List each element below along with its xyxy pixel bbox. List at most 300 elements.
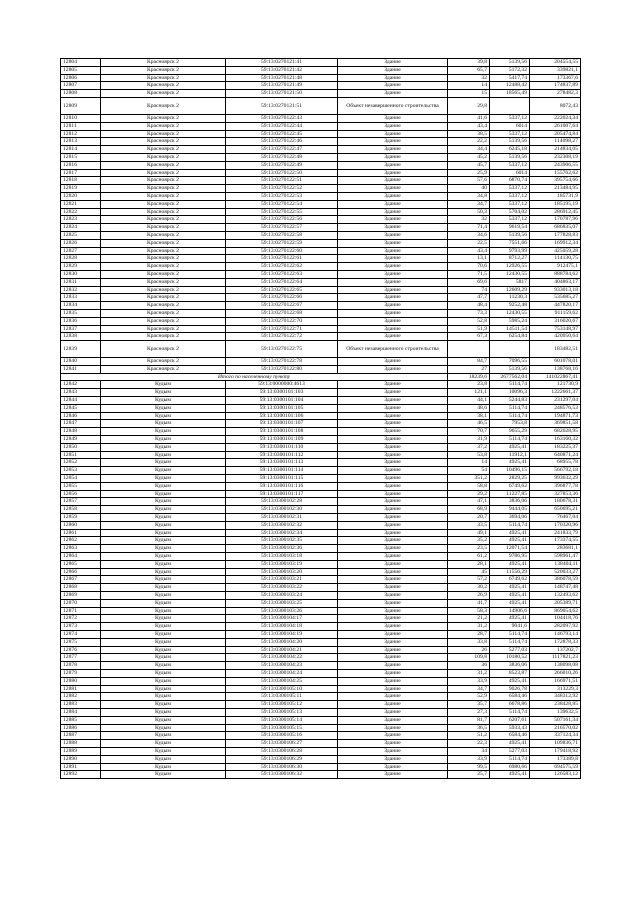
specific-value-cell: 4925,41 — [490, 740, 530, 748]
specific-value-cell: 4925,41 — [490, 771, 530, 779]
area-value-cell: 38,1 — [448, 412, 490, 420]
object-type-cell: Здание — [338, 514, 448, 522]
table-row — [61, 404, 581, 412]
row-number-cell: 12871 — [61, 607, 101, 615]
area-value-cell: 27,3 — [448, 708, 490, 716]
table-row — [61, 584, 581, 592]
cadastral-value-cell: 155762,62 — [530, 169, 581, 177]
settlement-name-cell: Красноярск 2 — [101, 224, 226, 232]
object-type-cell: Здание — [338, 389, 448, 397]
object-type-cell: Здание — [338, 325, 448, 333]
row-number-cell: 12849 — [61, 436, 101, 444]
object-type-cell: Здание — [338, 584, 448, 592]
object-type-cell: Здание — [338, 270, 448, 278]
cadastral-number-cell: 59:13:0300101:117 — [226, 490, 338, 498]
cadastral-number-cell: 59:13:0300101:112 — [226, 451, 338, 459]
specific-value-cell: 5933,43 — [490, 724, 530, 732]
area-value-cell: 52,8 — [448, 317, 490, 325]
settlement-name-cell: Кудым — [101, 467, 226, 475]
cadastral-number-cell: 59:13:0270121:51 — [226, 97, 338, 114]
specific-value-cell: 12488,42 — [490, 82, 530, 90]
specific-value-cell: 12071,54 — [490, 545, 530, 553]
cadastral-value-cell: 137202,7 — [530, 646, 581, 654]
settlement-name-cell: Кудым — [101, 607, 226, 615]
specific-value-cell: 5817 — [490, 278, 530, 286]
cadastral-number-cell: 59:13:0270122:45 — [226, 130, 338, 138]
table-row — [61, 677, 581, 685]
row-number-cell: 12878 — [61, 662, 101, 670]
cadastral-number-cell: 59:13:0300101:103 — [226, 389, 338, 397]
row-number-cell: 12807 — [61, 82, 101, 90]
object-type-cell: Здание — [338, 412, 448, 420]
cadastral-number-cell: 59:13:0300104:17 — [226, 615, 338, 623]
cadastral-number-cell: 59:13:0270122:57 — [226, 224, 338, 232]
specific-value-cell: 9444,05 — [490, 506, 530, 514]
cadastral-value-cell: 339821,1 — [530, 66, 581, 74]
object-type-cell: Здание — [338, 404, 448, 412]
cadastral-value-cell: 214834,05 — [530, 146, 581, 154]
row-number-cell: 12847 — [61, 420, 101, 428]
area-value-cell: 18239,6 — [448, 373, 490, 381]
row-number-cell: 12870 — [61, 599, 101, 607]
row-number-cell: 12879 — [61, 669, 101, 677]
cadastral-value-cell: 241833,79 — [530, 529, 581, 537]
row-number-cell: 12869 — [61, 592, 101, 600]
specific-value-cell: 11227,85 — [490, 490, 530, 498]
row-number-cell: 12866 — [61, 568, 101, 576]
settlement-name-cell: Кудым — [101, 677, 226, 685]
row-number-cell: 12815 — [61, 153, 101, 161]
table-row — [61, 701, 581, 709]
cadastral-number-cell: 59:13:0270122:62 — [226, 263, 338, 271]
object-type-cell: Здание — [338, 397, 448, 405]
specific-value-cell: 5172,32 — [490, 66, 530, 74]
row-number-cell: 12855 — [61, 482, 101, 490]
cadastral-number-cell: 59:13:0300106:29 — [226, 755, 338, 763]
area-value-cell: 27 — [448, 365, 490, 373]
cadastral-value-cell: 278482,3 — [530, 90, 581, 98]
object-type-cell: Здание — [338, 724, 448, 732]
area-value-cell: 61,2 — [448, 553, 490, 561]
specific-value-cell: 11556,29 — [490, 568, 530, 576]
specific-value-cell: 4925,41 — [490, 560, 530, 568]
table-row — [61, 263, 581, 271]
settlement-name-cell: Кудым — [101, 724, 226, 732]
settlement-name-cell: Кудым — [101, 755, 226, 763]
specific-value-cell: 12926,55 — [490, 263, 530, 271]
specific-value-cell: 5139,56 — [490, 138, 530, 146]
table-row — [61, 97, 581, 114]
specific-value-cell: 18565,49 — [490, 90, 530, 98]
settlement-name-cell: Кудым — [101, 568, 226, 576]
table-row — [61, 654, 581, 662]
area-value-cell: 37,2 — [448, 443, 490, 451]
cadastral-value-cell: 173389,8 — [530, 755, 581, 763]
object-type-cell: Здание — [338, 467, 448, 475]
area-value-cell: 33,9 — [448, 755, 490, 763]
cadastral-value-cell: 138404,11 — [530, 560, 581, 568]
object-type-cell: Здание — [338, 436, 448, 444]
cadastral-number-cell: 59:13:0300101:108 — [226, 428, 338, 436]
cadastral-value-cell: 425059,28 — [530, 247, 581, 255]
cadastral-number-cell: 59:13:0300103:18 — [226, 553, 338, 561]
specific-value-cell: 4925,41 — [490, 537, 530, 545]
row-number-cell: 12852 — [61, 459, 101, 467]
object-type-cell: Здание — [338, 365, 448, 373]
table-row — [61, 59, 581, 67]
object-type-cell: Здание — [338, 428, 448, 436]
row-number-cell: 12886 — [61, 724, 101, 732]
specific-value-cell: 9655,29 — [490, 428, 530, 436]
specific-value-cell: 5337,12 — [490, 114, 530, 122]
area-value-cell — [448, 341, 490, 358]
object-type-cell: Здание — [338, 708, 448, 716]
settlement-name-cell: Кудым — [101, 381, 226, 389]
row-number-cell: 12817 — [61, 169, 101, 177]
row-number-cell: 12860 — [61, 521, 101, 529]
cadastral-value-cell: 566792,18 — [530, 467, 581, 475]
cadastral-value-cell: 104418,76 — [530, 615, 581, 623]
table-row — [61, 623, 581, 631]
settlement-name-cell: Кудым — [101, 514, 226, 522]
row-number-cell: 12833 — [61, 294, 101, 302]
row-number-cell: 12883 — [61, 701, 101, 709]
table-row — [61, 646, 581, 654]
cadastral-value-cell: 185731,9 — [530, 192, 581, 200]
row-number-cell: 12811 — [61, 122, 101, 130]
cadastral-number-cell: 59:13:0300102:31 — [226, 514, 338, 522]
cadastral-number-cell: 59:13:0300104:23 — [226, 662, 338, 670]
settlement-name-cell: Красноярск 2 — [101, 216, 226, 224]
object-type-cell: Здание — [338, 701, 448, 709]
table-row — [61, 397, 581, 405]
area-value-cell: 351,2 — [448, 475, 490, 483]
object-type-cell: Здание — [338, 114, 448, 122]
cadastral-value-cell: 148747,48 — [530, 584, 581, 592]
specific-value-cell: 5337,12 — [490, 185, 530, 193]
row-number-cell: 12881 — [61, 685, 101, 693]
table-row — [61, 231, 581, 239]
cadastral-value-cell: 348312,92 — [530, 693, 581, 701]
cadastral-value-cell: 166971,51 — [530, 677, 581, 685]
cadastral-value-cell: 231297,04 — [530, 397, 581, 405]
specific-value-cell: 5704,02 — [490, 208, 530, 216]
cadastral-number-cell: 59:13:0270122:48 — [226, 153, 338, 161]
area-value-cell: 31,9 — [448, 436, 490, 444]
settlement-name-cell: Кудым — [101, 459, 226, 467]
row-number-cell: 12835 — [61, 309, 101, 317]
table-row — [61, 381, 581, 389]
settlement-name-cell: Кудым — [101, 389, 226, 397]
cadastral-number-cell: 59:13:0270122:78 — [226, 358, 338, 366]
property-table-body — [61, 59, 581, 779]
object-type-cell: Здание — [338, 381, 448, 389]
object-type-cell: Здание — [338, 263, 448, 271]
cadastral-number-cell: 59:13:0270122:68 — [226, 309, 338, 317]
cadastral-number-cell: 59:13:0300104:18 — [226, 623, 338, 631]
settlement-name-cell: Кудым — [101, 716, 226, 724]
cadastral-number-cell: 59:13:0270122:61 — [226, 255, 338, 263]
settlement-name-cell: Красноярск 2 — [101, 278, 226, 286]
settlement-name-cell: Кудым — [101, 646, 226, 654]
object-type-cell: Здание — [338, 146, 448, 154]
cadastral-number-cell: 59:13:0300102:32 — [226, 521, 338, 529]
object-type-cell: Здание — [338, 716, 448, 724]
settlement-name-cell: Красноярск 2 — [101, 122, 226, 130]
settlement-name-cell: Кудым — [101, 701, 226, 709]
cadastral-value-cell: 205474,84 — [530, 130, 581, 138]
cadastral-value-cell: 121730,9 — [530, 381, 581, 389]
cadastral-number-cell: 59:13:0300105:10 — [226, 685, 338, 693]
cadastral-value-cell: 598961,47 — [530, 553, 581, 561]
cadastral-number-cell: 59:13:0300105:13 — [226, 708, 338, 716]
table-row — [61, 255, 581, 263]
cadastral-number-cell: 59:13:0270121:42 — [226, 66, 338, 74]
cadastral-value-cell: 172878,33 — [530, 638, 581, 646]
row-number-cell: 12845 — [61, 404, 101, 412]
cadastral-number-cell: 59:13:0300102:36 — [226, 545, 338, 553]
cadastral-value-cell: 396877,78 — [530, 482, 581, 490]
area-value-cell: 74 — [448, 286, 490, 294]
specific-value-cell: 2677562,04 — [490, 373, 530, 381]
specific-value-cell: 3694,06 — [490, 514, 530, 522]
object-type-cell: Здание — [338, 443, 448, 451]
table-row — [61, 130, 581, 138]
table-row — [61, 138, 581, 146]
cadastral-value-cell: 194871,73 — [530, 412, 581, 420]
row-number-cell: 12861 — [61, 529, 101, 537]
specific-value-cell: 9041,6 — [490, 623, 530, 631]
cadastral-value-cell: 68955,78 — [530, 459, 581, 467]
table-row — [61, 662, 581, 670]
cadastral-value-cell: 205389,71 — [530, 599, 581, 607]
cadastral-number-cell: 59:13:0270122:50 — [226, 169, 338, 177]
area-value-cell: 31,2 — [448, 623, 490, 631]
cadastral-number-cell: 59:13:0300106:32 — [226, 771, 338, 779]
row-number-cell: 12867 — [61, 576, 101, 584]
cadastral-value-cell: 183482,51 — [530, 341, 581, 358]
settlement-name-cell: Кудым — [101, 451, 226, 459]
specific-value-cell: 5139,56 — [490, 231, 530, 239]
settlement-name-cell: Кудым — [101, 584, 226, 592]
area-value-cell: 23,5 — [448, 545, 490, 553]
row-number-cell: 12834 — [61, 302, 101, 310]
specific-value-cell: 9793,99 — [490, 247, 530, 255]
object-type-cell: Здание — [338, 302, 448, 310]
row-number-cell: 12804 — [61, 59, 101, 67]
cadastral-number-cell: 59:13:0300104:24 — [226, 669, 338, 677]
settlement-name-cell: Кудым — [101, 428, 226, 436]
area-value-cell: 32 — [448, 74, 490, 82]
cadastral-number-cell: 59:13:0270121:41 — [226, 59, 338, 67]
object-type-cell: Здание — [338, 185, 448, 193]
cadastral-number-cell: 59:13:0270122:58 — [226, 231, 338, 239]
row-number-cell: 12824 — [61, 224, 101, 232]
area-value-cell: 22,2 — [448, 138, 490, 146]
settlement-name-cell: Красноярск 2 — [101, 177, 226, 185]
table-row — [61, 74, 581, 82]
specific-value-cell: 5985,24 — [490, 317, 530, 325]
area-value-cell: 28,1 — [448, 560, 490, 568]
specific-value-cell: 6678,86 — [490, 701, 530, 709]
row-number-cell: 12823 — [61, 216, 101, 224]
row-number-cell: 12890 — [61, 755, 101, 763]
area-value-cell: 32 — [448, 216, 490, 224]
table-row — [61, 732, 581, 740]
table-row — [61, 192, 581, 200]
specific-value-cell: 4925,41 — [490, 529, 530, 537]
table-row — [61, 568, 581, 576]
cadastral-number-cell: 59:13:0300103:25 — [226, 599, 338, 607]
settlement-name-cell: Красноярск 2 — [101, 59, 226, 67]
area-value-cell: 47,7 — [448, 294, 490, 302]
object-type-cell: Здание — [338, 192, 448, 200]
cadastral-number-cell: 59:13:0300101:107 — [226, 420, 338, 428]
row-number-cell: 12884 — [61, 708, 101, 716]
table-row — [61, 302, 581, 310]
object-type-cell: Здание — [338, 309, 448, 317]
cadastral-value-cell: 933013,18 — [530, 286, 581, 294]
table-row — [61, 365, 581, 373]
area-value-cell: 47,1 — [448, 498, 490, 506]
area-value-cell: 81,7 — [448, 716, 490, 724]
object-type-cell: Здание — [338, 216, 448, 224]
settlement-name-cell: Кудым — [101, 747, 226, 755]
specific-value-cell: 5139,56 — [490, 365, 530, 373]
specific-value-cell: 5277,03 — [490, 646, 530, 654]
object-type-cell: Здание — [338, 646, 448, 654]
specific-value-cell: 14511,54 — [490, 325, 530, 333]
area-value-cell: 84,7 — [448, 358, 490, 366]
cadastral-number-cell: 59:13:0270122:47 — [226, 146, 338, 154]
area-value-cell: 58,8 — [448, 482, 490, 490]
area-value-cell: 109,8 — [448, 654, 490, 662]
specific-value-cell: 6870,74 — [490, 177, 530, 185]
specific-value-cell: 9786,95 — [490, 553, 530, 561]
area-value-cell: 36,5 — [448, 724, 490, 732]
table-row — [61, 685, 581, 693]
specific-value-cell: 9252,48 — [490, 302, 530, 310]
specific-value-cell: 6980,66 — [490, 763, 530, 771]
table-row — [61, 325, 581, 333]
settlement-name-cell: Кудым — [101, 615, 226, 623]
table-row — [61, 490, 581, 498]
table-row — [61, 341, 581, 358]
table-row — [61, 66, 581, 74]
object-type-cell: Здание — [338, 763, 448, 771]
object-type-cell: Здание — [338, 82, 448, 90]
specific-value-cell: 6749,62 — [490, 576, 530, 584]
object-type-cell: Здание — [338, 138, 448, 146]
table-row — [61, 553, 581, 561]
specific-value-cell: 6584,46 — [490, 732, 530, 740]
area-value-cell: 29,8 — [448, 97, 490, 114]
settlement-name-cell: Кудым — [101, 490, 226, 498]
object-type-cell: Здание — [338, 317, 448, 325]
specific-value-cell: 6749,62 — [490, 482, 530, 490]
specific-value-cell: 14906,6 — [490, 607, 530, 615]
cadastral-value-cell: 993632,29 — [530, 475, 581, 483]
table-row — [61, 560, 581, 568]
cadastral-number-cell: 59:13:0270122:64 — [226, 278, 338, 286]
cadastral-value-cell: 243906,55 — [530, 161, 581, 169]
object-type-cell: Здание — [338, 615, 448, 623]
area-value-cell: 28,7 — [448, 630, 490, 638]
cadastral-number-cell: 59:13:0270122:70 — [226, 317, 338, 325]
cadastral-number-cell: 59:13:0270122:53 — [226, 192, 338, 200]
settlement-name-cell: Красноярск 2 — [101, 247, 226, 255]
object-type-cell: Здание — [338, 521, 448, 529]
cadastral-number-cell: 59:13:0270122:51 — [226, 177, 338, 185]
object-type-cell: Здание — [338, 506, 448, 514]
cadastral-value-cell: 170320,96 — [530, 521, 581, 529]
cadastral-value-cell: 753148,97 — [530, 325, 581, 333]
area-value-cell: 71,5 — [448, 270, 490, 278]
table-row — [61, 576, 581, 584]
object-type-cell: Здание — [338, 66, 448, 74]
object-type-cell: Здание — [338, 459, 448, 467]
cadastral-number-cell: 59:13:0300101:109 — [226, 436, 338, 444]
row-number-cell: 12851 — [61, 451, 101, 459]
settlement-name-cell: Красноярск 2 — [101, 309, 226, 317]
cadastral-value-cell: 912475,1 — [530, 263, 581, 271]
specific-value-cell: 5417,74 — [490, 74, 530, 82]
object-type-cell: Здание — [338, 286, 448, 294]
settlement-name-cell: Красноярск 2 — [101, 146, 226, 154]
area-value-cell: 44,1 — [448, 397, 490, 405]
object-type-cell: Здание — [338, 693, 448, 701]
object-type-cell: Здание — [338, 130, 448, 138]
cadastral-value-cell: 76467,04 — [530, 514, 581, 522]
area-value-cell: 25,7 — [448, 771, 490, 779]
table-row — [61, 389, 581, 397]
area-value-cell: 71,4 — [448, 224, 490, 232]
table-row — [61, 716, 581, 724]
settlement-name-cell: Красноярск 2 — [101, 66, 226, 74]
row-number-cell: 12820 — [61, 192, 101, 200]
object-type-cell: Здание — [338, 294, 448, 302]
cadastral-number-cell: 59:13:0300101:104 — [226, 397, 338, 405]
cadastral-value-cell: 261007,64 — [530, 122, 581, 130]
cadastral-number-cell: 59:13:0300105:15 — [226, 724, 338, 732]
settlement-name-cell: Красноярск 2 — [101, 270, 226, 278]
area-value-cell: 49,1 — [448, 529, 490, 537]
table-row — [61, 224, 581, 232]
table-row — [61, 412, 581, 420]
object-type-cell: Здание — [338, 576, 448, 584]
object-type-cell: Здание — [338, 638, 448, 646]
row-number-cell: 12875 — [61, 638, 101, 646]
cadastral-number-cell: 59:13:0300103:24 — [226, 592, 338, 600]
cadastral-value-cell: 420950,64 — [530, 333, 581, 341]
settlement-name-cell: Кудым — [101, 740, 226, 748]
cadastral-value-cell: 173367,6 — [530, 74, 581, 82]
cadastral-number-cell: 59:13:0300106:27 — [226, 740, 338, 748]
object-type-cell: Объект незавершенного строительства — [338, 97, 448, 114]
object-type-cell: Здание — [338, 169, 448, 177]
cadastral-number-cell: 59:13:0270122:56 — [226, 216, 338, 224]
cadastral-number-cell: 59:13:0270122:49 — [226, 161, 338, 169]
area-value-cell: 50,3 — [448, 208, 490, 216]
row-number-cell: 12818 — [61, 177, 101, 185]
property-table — [60, 58, 581, 779]
settlement-name-cell: Кудым — [101, 521, 226, 529]
settlement-name-cell: Кудым — [101, 693, 226, 701]
specific-value-cell: 8712,27 — [490, 255, 530, 263]
table-row — [61, 247, 581, 255]
settlement-name-cell: Красноярск 2 — [101, 153, 226, 161]
specific-value-cell: 5114,74 — [490, 638, 530, 646]
